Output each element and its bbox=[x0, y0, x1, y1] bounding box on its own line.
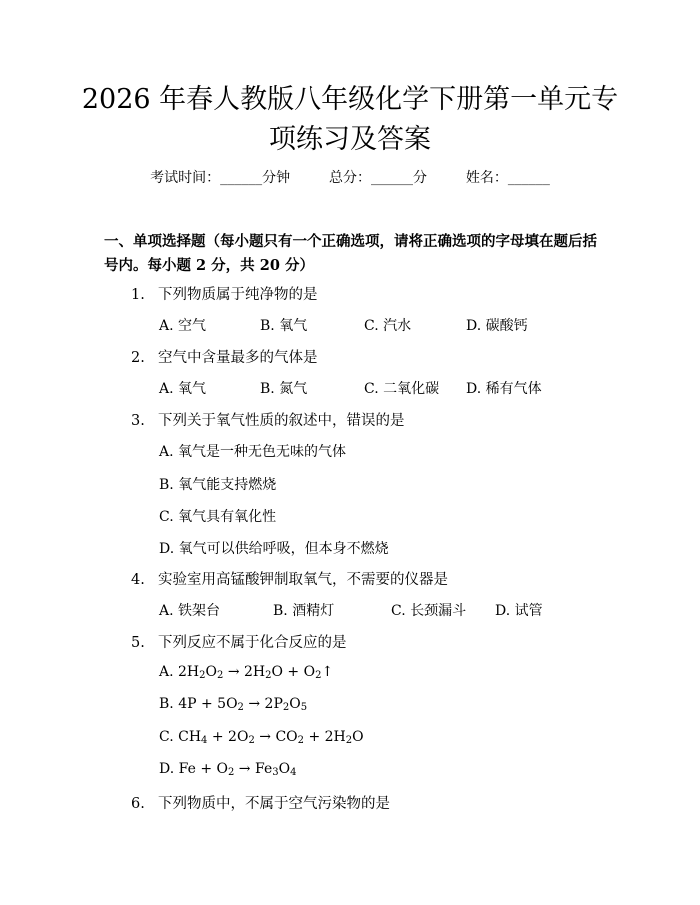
option-prefix: A. bbox=[159, 664, 179, 680]
question-stem: 下列反应不属于化合反应的是 bbox=[158, 635, 347, 651]
option-c: C. 二氧化碳 bbox=[364, 381, 440, 397]
option-b: B. 氧气能支持燃烧 bbox=[159, 477, 277, 493]
option-c bbox=[159, 729, 364, 746]
question-6 bbox=[131, 792, 390, 813]
option-d bbox=[159, 761, 296, 778]
question-2 bbox=[131, 346, 318, 367]
option-c: C. 长颈漏斗 bbox=[391, 603, 467, 619]
formula-subscript: 2 bbox=[199, 670, 206, 681]
score-blank: ______ bbox=[371, 170, 413, 186]
option-prefix: C. bbox=[159, 729, 179, 745]
formula-text: O bbox=[352, 729, 364, 745]
formula-text: → CO bbox=[254, 729, 298, 745]
formula-text: → 2H bbox=[223, 664, 266, 680]
time-unit: 分钟 bbox=[262, 170, 291, 186]
formula-subscript: 4 bbox=[290, 767, 297, 778]
formula-subscript: 2 bbox=[227, 767, 235, 778]
option-d: D. 试管 bbox=[495, 603, 543, 619]
page-title bbox=[70, 80, 630, 160]
option-b: B. 酒精灯 bbox=[273, 603, 335, 619]
formula-subscript: 2 bbox=[345, 735, 353, 746]
formula-subscript: 2 bbox=[265, 670, 272, 681]
option-c: C. 汽水 bbox=[364, 318, 412, 334]
formula-text: CH bbox=[178, 729, 202, 745]
time-label: 考试时间： bbox=[150, 170, 221, 186]
option-c: C. 氧气具有氧化性 bbox=[159, 509, 277, 525]
formula-text: → Fe bbox=[234, 761, 273, 777]
formula-subscript: 2 bbox=[237, 702, 244, 713]
question-number: 3. bbox=[131, 413, 145, 429]
formula-subscript: 2 bbox=[282, 702, 290, 713]
question-number: 5. bbox=[131, 635, 145, 651]
question-stem: 下列物质中，不属于空气污染物的是 bbox=[158, 796, 390, 812]
name-label: 姓名： bbox=[465, 170, 508, 186]
option-a: A. 氧气是一种无色无味的气体 bbox=[159, 444, 347, 460]
formula-subscript: 4 bbox=[201, 735, 208, 746]
formula-text: 2H bbox=[178, 664, 200, 680]
question-5 bbox=[131, 631, 347, 652]
question-number: 2. bbox=[131, 350, 145, 366]
formula-subscript: 3 bbox=[272, 767, 279, 778]
formula-text: O bbox=[278, 761, 291, 777]
formula-text: Fe + O bbox=[178, 761, 228, 777]
option-prefix: D. bbox=[159, 761, 179, 777]
question-number: 6. bbox=[131, 796, 145, 812]
option-a: A. 铁架台 bbox=[159, 603, 221, 619]
formula-subscript: 2 bbox=[248, 735, 255, 746]
question-1 bbox=[131, 283, 318, 304]
question-number: 4. bbox=[131, 572, 145, 588]
exam-meta bbox=[0, 167, 700, 187]
formula-subscript: 2 bbox=[315, 670, 322, 681]
option-d: D. 氧气可以供给呼吸，但本身不燃烧 bbox=[159, 541, 389, 557]
option-a: A. 空气 bbox=[159, 318, 207, 334]
formula-subscript: 5 bbox=[300, 702, 308, 713]
question-stem: 下列物质属于纯净物的是 bbox=[158, 287, 318, 303]
formula-subscript: 2 bbox=[297, 735, 305, 746]
page-title-line-2: 项练习及答案 bbox=[269, 124, 431, 155]
section-heading: 一、单项选择题（每小题只有一个正确选项，请将正确选项的字母填在题后括号内。每小题 2 分，共 20 分） bbox=[104, 233, 597, 274]
score-unit: 分 bbox=[413, 170, 427, 186]
question-4 bbox=[131, 568, 448, 589]
option-a bbox=[159, 664, 333, 681]
formula-text: O bbox=[289, 696, 301, 712]
formula-text: O bbox=[205, 664, 217, 680]
time-blank: ______ bbox=[220, 170, 263, 186]
question-number: 1. bbox=[131, 287, 145, 303]
option-a: A. 氧气 bbox=[159, 381, 207, 397]
score-label: 总分： bbox=[329, 170, 371, 186]
question-3 bbox=[131, 409, 405, 430]
option-b: B. 氧气 bbox=[260, 318, 308, 334]
formula-text: 4P + 5O bbox=[178, 696, 238, 712]
formula-text: → 2P bbox=[243, 696, 283, 712]
formula-text: + 2O bbox=[207, 729, 249, 745]
page-title-line-1: 2026 年春人教版八年级化学下册第一单元专 bbox=[81, 84, 619, 115]
option-b: B. 氮气 bbox=[260, 381, 308, 397]
question-stem: 下列关于氧气性质的叙述中，错误的是 bbox=[158, 413, 405, 429]
option-d: D. 碳酸钙 bbox=[466, 318, 528, 334]
formula-subscript: 2 bbox=[217, 670, 224, 681]
option-prefix: B. bbox=[159, 696, 179, 712]
option-d: D. 稀有气体 bbox=[466, 381, 542, 397]
option-b bbox=[159, 696, 307, 713]
formula-text: + 2H bbox=[304, 729, 346, 745]
question-stem: 实验室用高锰酸钾制取氧气，不需要的仪器是 bbox=[158, 572, 448, 588]
formula-text: O + O bbox=[271, 664, 316, 680]
name-blank: ______ bbox=[507, 170, 550, 186]
question-stem: 空气中含量最多的气体是 bbox=[158, 350, 318, 366]
gas-arrow-symbol: ↑ bbox=[321, 664, 334, 680]
